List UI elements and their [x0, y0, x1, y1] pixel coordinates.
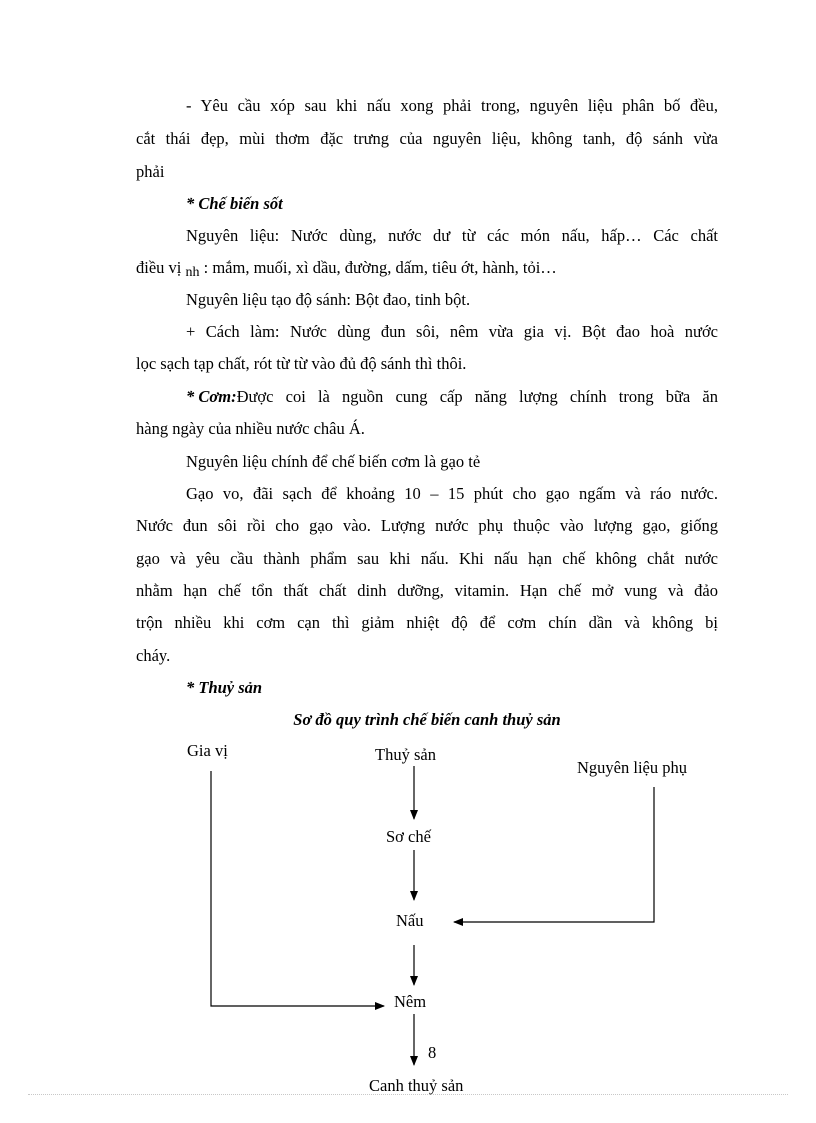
paragraph-requirements-line1: - Yêu cầu xóp sau khi nấu xong phải trong, nguyên liệu phân bố đều,	[186, 96, 718, 115]
sauce-method-line2: lọc sạch tạp chất, rót từ từ vào đủ độ sánh thì thôi.	[136, 354, 467, 373]
sauce-method-line1: + Cách làm: Nước dùng đun sôi, nêm vừa gia vị. Bột đao hoà nước	[186, 322, 718, 341]
heading-sauce: * Chế biến sốt	[186, 194, 283, 213]
rice-steps-line4: nhằm hạn chế tổn thất chất dinh dưỡng, vitamin. Hạn chế mở vung và đảo	[136, 581, 718, 600]
paragraph-requirements-line3: phải	[136, 162, 165, 181]
node-seafood: Thuỷ sản	[375, 745, 436, 764]
sauce-ingredients-prefix: điều vị	[136, 258, 182, 277]
heading-seafood: * Thuỷ sản	[186, 678, 263, 697]
diagram-title: Sơ đồ quy trình chế biến canh thuỷ sản	[293, 710, 561, 729]
sauce-ingredients-list: : mắm, muối, xì dầu, đường, dấm, tiêu ớt, hành, tỏi…	[203, 258, 557, 277]
node-spices: Gia vị	[187, 741, 228, 760]
node-result: Canh thuỷ sản	[369, 1076, 464, 1095]
arrow-secondary-to-cook	[454, 787, 654, 922]
footer-divider	[28, 1094, 788, 1095]
rice-steps-line2: Nước đun sôi rồi cho gạo vào. Lượng nước phụ thuộc vào lượng gạo, giống	[136, 516, 718, 535]
node-cook: Nấu	[396, 911, 424, 930]
rice-steps-line6: cháy.	[136, 646, 171, 665]
sauce-thickener: Nguyên liệu tạo độ sánh: Bột đao, tinh bột.	[186, 290, 471, 309]
paragraph-requirements-line2: cắt thái đẹp, mùi thơm đặc trưng của nguyên liệu, không tanh, độ sánh vừa	[136, 129, 718, 148]
sauce-ingredients-line1: Nguyên liệu: Nước dùng, nước dư từ các món nấu, hấp… Các chất	[186, 226, 718, 245]
page-number: 8	[428, 1043, 437, 1062]
sauce-ingredients-subscript: nh	[185, 265, 200, 280]
rice-main-ingredient: Nguyên liệu chính để chế biến cơm là gạo tẻ	[186, 452, 481, 471]
heading-rice: * Cơm:	[186, 387, 237, 406]
rice-steps-line1: Gạo vo, đãi sạch để khoảng 10 – 15 phút cho gạo ngấm và ráo nước.	[186, 484, 718, 503]
rice-intro-text: Được coi là nguồn cung cấp năng lượng chính trong bữa ăn	[236, 387, 718, 406]
rice-steps-line3: gạo và yêu cầu thành phẩm sau khi nấu. Khi nấu hạn chế không chắt nước	[136, 549, 718, 568]
node-preparation: Sơ chế	[386, 827, 431, 846]
node-secondary-ingredients: Nguyên liệu phụ	[577, 758, 687, 777]
rice-intro-line2: hàng ngày của nhiều nước châu Á.	[136, 419, 365, 438]
arrow-spices-to-season	[211, 771, 384, 1006]
rice-steps-line5: trộn nhiều khi cơm cạn thì giảm nhiệt độ để cơm chín dần và không bị	[136, 613, 718, 632]
node-season: Nêm	[394, 992, 427, 1011]
